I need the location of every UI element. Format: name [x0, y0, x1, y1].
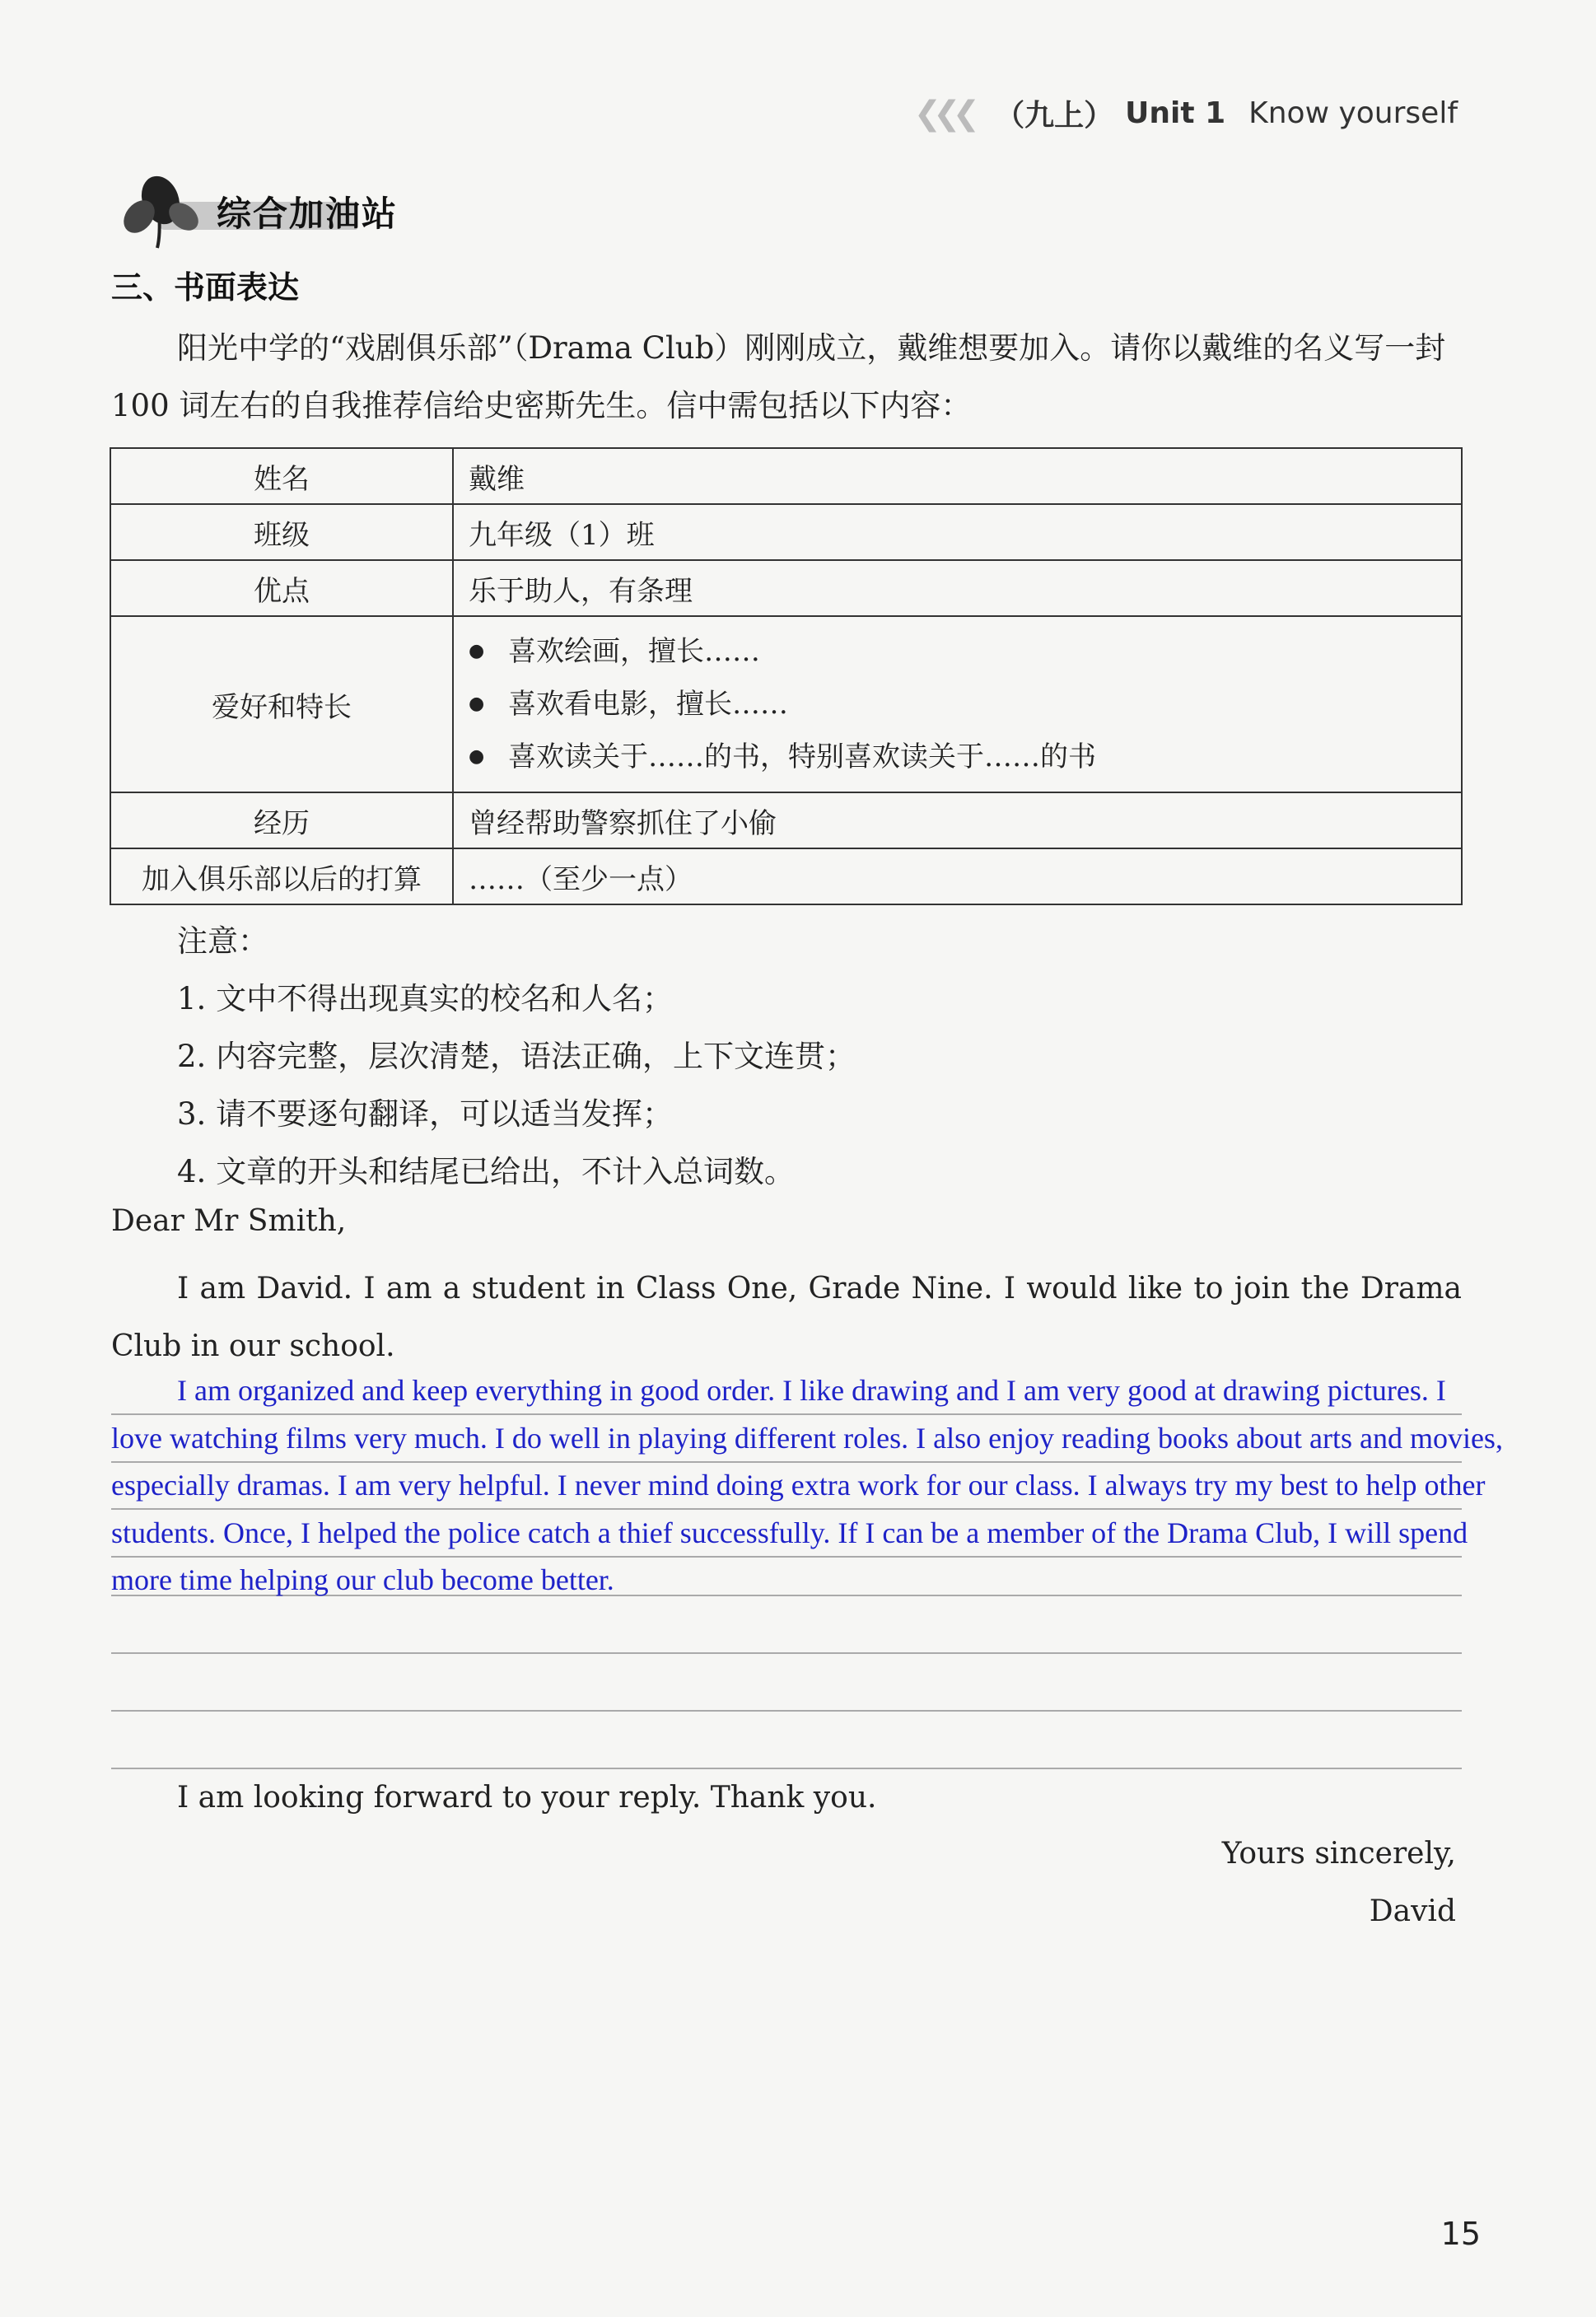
note-item: 4. 文章的开头和结尾已给出，不计入总词数。 — [177, 1154, 796, 1189]
table-value: 戴维 — [453, 448, 1462, 504]
table-value: 曾经帮助警察抓住了小偷 — [453, 792, 1462, 848]
header-unit-title: Know yourself — [1248, 96, 1458, 130]
page-number: 15 — [1440, 2216, 1481, 2252]
table-key: 姓名 — [110, 448, 453, 504]
table-key: 经历 — [110, 792, 453, 848]
writing-line — [111, 1652, 1462, 1654]
table-key: 加入俱乐部以后的打算 — [110, 848, 453, 904]
table-key: 优点 — [110, 560, 453, 616]
info-table — [110, 447, 1463, 905]
handwritten-answer: I am organized and keep everything in good order. I like drawing and I am very good at drawing pictures. I love watching films very much. I do well in playing different roles. I also enjoy reading books about arts and movies, especially dramas. I am very helpful. I never mind doing extra work for our class. I always try my best to help other students. Once, I helped the police catch a thief successfully. If I can be a member of the Drama Club, I will spend more time helping our club become better. — [111, 1374, 1503, 1596]
section-title: 三、书面表达 — [111, 269, 300, 306]
table-row — [110, 504, 1462, 560]
letter-greeting: Dear Mr Smith, — [111, 1204, 347, 1238]
table-row — [110, 848, 1462, 904]
table-value-list — [453, 616, 1462, 792]
letter-opening: I am David. I am a student in Class One, Grade Nine. I would like to join the Drama Club in our school. — [111, 1272, 1462, 1363]
list-item: ● 喜欢绘画，擅长…… — [469, 625, 1446, 678]
table-row — [110, 792, 1462, 848]
notes — [177, 913, 856, 1201]
page-header — [914, 92, 1458, 134]
table-row — [110, 616, 1462, 792]
header-grade: （九上） — [995, 99, 1114, 133]
table-value: 乐于助人，有条理 — [453, 560, 1462, 616]
list-item: ● 喜欢读关于……的书，特别喜欢读关于……的书 — [469, 731, 1446, 783]
section-banner — [111, 169, 408, 259]
letter-signature: David — [1369, 1894, 1456, 1928]
note-item: 3. 请不要逐句翻译，可以适当发挥； — [177, 1096, 674, 1132]
leaf-icon — [111, 169, 210, 251]
table-value: ……（至少一点） — [453, 848, 1462, 904]
banner-title: 综合加油站 — [217, 194, 399, 234]
task-instructions: 阳光中学的“戏剧俱乐部”（Drama Club）刚刚成立，戴维想要加入。请你以戴维的名义写一封 100 词左右的自我推荐信给史密斯先生。信中需包括以下内容： — [111, 330, 1446, 423]
table-row — [110, 448, 1462, 504]
list-item: ● 喜欢看电影，擅长…… — [469, 678, 1446, 731]
note-item: 2. 内容完整，层次清楚，语法正确，上下文连贯； — [177, 1039, 856, 1074]
chevron-left-icon: ❮❮❮ — [913, 94, 973, 133]
table-value: 九年级（1）班 — [453, 504, 1462, 560]
notes-title: 注意： — [177, 923, 268, 959]
header-unit: Unit 1 — [1125, 96, 1226, 130]
table-key: 班级 — [110, 504, 453, 560]
writing-line — [111, 1768, 1462, 1769]
table-row — [110, 560, 1462, 616]
letter-closing: I am looking forward to your reply. Thank you. — [177, 1781, 877, 1815]
note-item: 1. 文中不得出现真实的校名和人名； — [177, 981, 674, 1016]
writing-line — [111, 1710, 1462, 1712]
table-key: 爱好和特长 — [110, 616, 453, 792]
letter-sign-off: Yours sincerely, — [1221, 1837, 1456, 1871]
